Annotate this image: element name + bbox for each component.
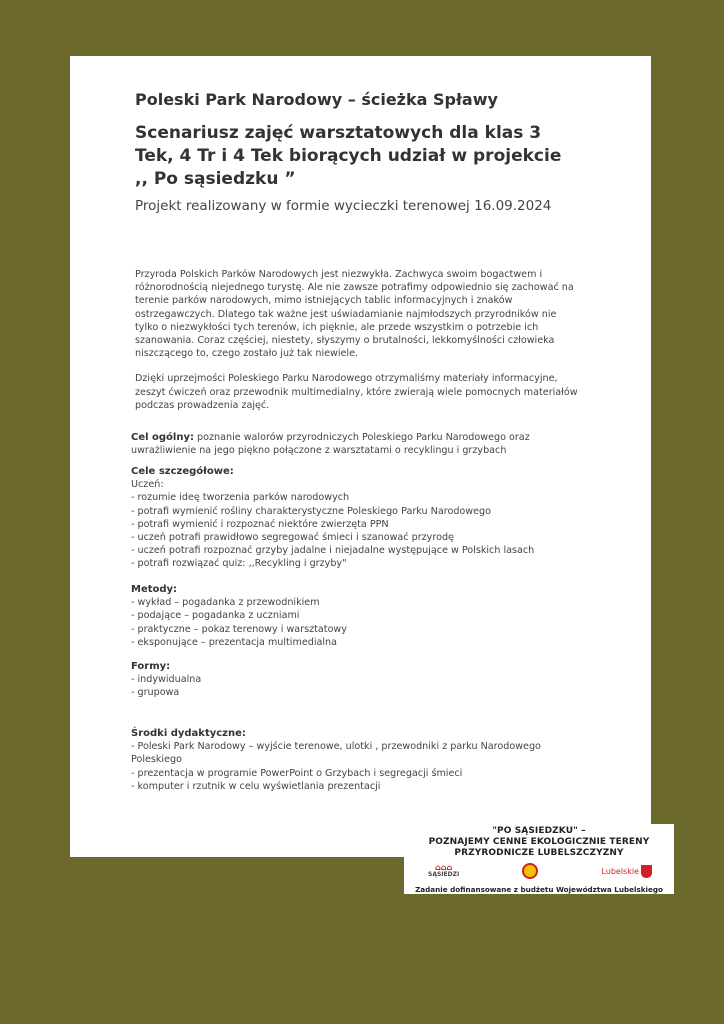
house-icon: ⌂⌂⌂ <box>435 863 453 872</box>
list-item: - indywidualna <box>131 674 202 686</box>
subtitle-line: ,, Po sąsiedzku ” <box>135 169 296 189</box>
list-item: - potrafi wymienić i rozpoznać niektóre zwierzęta PPN <box>131 518 389 530</box>
metody-section <box>131 583 591 649</box>
metody-heading: Metody: <box>131 584 178 595</box>
intro-paragraph: Przyroda Polskich Parków Narodowych jest niezwykła. Zachwyca swoim bogactwem i różnorodnością niejednego turystę. Ale nie zawsze potrafimy odpowiednio się zachować na terenie parków narodowych, mimo istniejących tablic informacyjnych i znaków ostrzegawczych. Dlatego tak ważne jest uświadamianie najmłodszych przyrodników nie tylko o niezwykłości tych terenów, ich pięknie, ale przede wszystkim o potrzebie ich szanowania. Coraz częściej, niestety, słyszymy o brutalności, lekkomyślności człowieka niszczącego to, czego zostało już tak niewiele. <box>135 269 574 360</box>
banner-logos <box>404 859 674 881</box>
lubelskie-logo-text: Lubelskie <box>601 866 639 876</box>
cele-szczegolowe-section <box>131 465 591 571</box>
list-item: - prezentacja w programie PowerPoint o Grzybach i segregacji śmieci <box>131 767 463 779</box>
intro-text <box>135 268 580 424</box>
list-item: - komputer i rzutnik w celu wyświetlania prezentacji <box>131 780 381 792</box>
formy-heading: Formy: <box>131 661 171 672</box>
sun-emblem-icon <box>522 863 538 879</box>
list-item: - praktyczne – pokaz terenowy i warsztatowy <box>131 623 347 635</box>
metody-list <box>131 596 591 649</box>
list-item: - uczeń potrafi prawidłowo segregować śmieci i szanować przyrodę <box>131 532 454 544</box>
srodki-list <box>131 740 591 793</box>
project-line: Projekt realizowany w formie wycieczki terenowej 16.09.2024 <box>135 198 552 214</box>
shield-icon <box>641 865 652 878</box>
list-item: - uczeń potrafi rozpoznać grzyby jadalne i niejadalne występujące w Polskich lasach <box>131 545 535 557</box>
cel-ogolny-text: poznanie walorów przyrodniczych Poleskiego Parku Narodowego oraz uwrażliwienie na jego piękno połączone z warsztatami o recyklingu i grzybach <box>131 432 530 457</box>
sasiedzi-logo-text: SĄSIEDZI <box>428 871 460 878</box>
formy-section <box>131 660 591 700</box>
banner-line: "PO SĄSIEDZKU" – <box>492 826 586 836</box>
list-item: - potrafi rozwiązać quiz: ,,Recykling i grzyby" <box>131 558 347 570</box>
cele-lead: Uczeń: <box>131 479 164 491</box>
subtitle-line: Tek, 4 Tr i 4 Tek biorących udział w projekcie <box>135 146 562 166</box>
sasiedzi-logo <box>428 864 459 878</box>
funding-note: Zadanie dofinansowane z budżetu Województwa Lubelskiego <box>415 885 663 894</box>
banner-line: PRZYRODNICZE LUBELSZCZYZNY <box>454 848 624 858</box>
cel-ogolny-section <box>131 431 591 457</box>
cele-list <box>131 491 591 570</box>
list-item: - eksponujące – prezentacja multimedialna <box>131 636 337 648</box>
document-subtitle <box>135 122 605 191</box>
list-item: - podające – pogadanka z uczniami <box>131 610 300 622</box>
srodki-heading: Środki dydaktyczne: <box>131 728 246 739</box>
list-item: - rozumie ideę tworzenia parków narodowych <box>131 492 350 504</box>
formy-list <box>131 673 591 699</box>
cel-ogolny-heading: Cel ogólny: <box>131 432 194 443</box>
list-item: - Poleski Park Narodowy – wyjście terenowe, ulotki , przewodniki z parku Narodowego Poleskiego <box>131 741 541 766</box>
intro-paragraph: Dzięki uprzejmości Poleskiego Parku Narodowego otrzymaliśmy materiały informacyjne, zeszyt ćwiczeń oraz przewodnik multimedialny, które zwierają wiele pomocnych materiałów podczas prowadzenia zajęć. <box>135 373 578 411</box>
banner-line: POZNAJEMY CENNE EKOLOGICZNIE TERENY <box>428 837 650 847</box>
subtitle-line: Scenariusz zajęć warsztatowych dla klas 3 <box>135 123 542 143</box>
list-item: - potrafi wymienić rośliny charakterystyczne Poleskiego Parku Narodowego <box>131 505 491 517</box>
project-banner <box>404 824 674 894</box>
list-item: - grupowa <box>131 687 180 699</box>
lubelskie-logo <box>601 865 652 878</box>
srodki-section <box>131 727 591 793</box>
list-item: - wykład – pogadanka z przewodnikiem <box>131 597 320 609</box>
document-title: Poleski Park Narodowy – ścieżka Spławy <box>135 90 498 109</box>
cele-szczegolowe-heading: Cele szczegółowe: <box>131 466 234 477</box>
